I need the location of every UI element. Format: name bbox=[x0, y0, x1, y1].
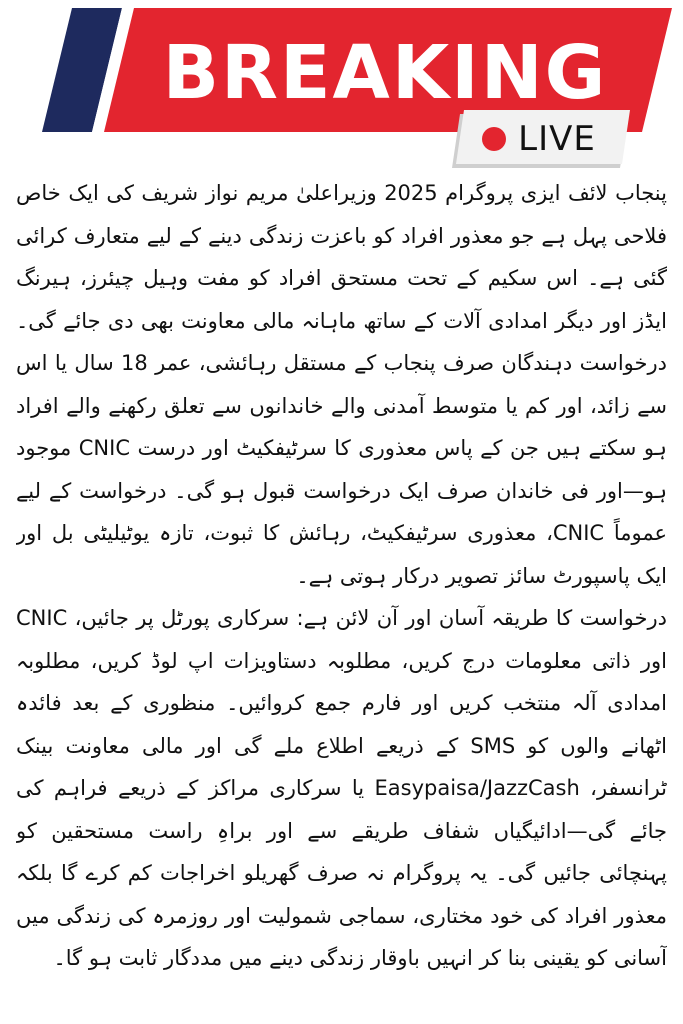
article-paragraph-1: پنجاب لائف ایزی پروگرام 2025 وزیراعلیٰ مریم نواز شریف کی ایک خاص فلاحی پہل ہے جو معذور افراد کو باعزت زندگی دینے کے لیے متعارف کرائی گئی ہے۔ اس سکیم کے تحت مستحق افراد کو مفت وہیل چیئرز، ہیرنگ ایڈز اور دیگر امدادی آلات کے ساتھ ماہانہ مالی معاونت بھی دی جائے گی۔ درخواست دہندگان صرف پنجاب کے مستقل رہائشی، عمر 18 سال یا اس سے زائد، اور کم یا متوسط آمدنی والے خاندانوں سے تعلق رکھنے والے افراد ہو سکتے ہیں جن کے پاس معذوری کا سرٹیفکیٹ اور درست CNIC موجود ہو—اور فی خاندان صرف ایک درخواست قبول ہو گی۔ درخواست کے لیے عموماً CNIC، معذوری سرٹیفکیٹ، رہائش کا ثبوت، تازہ یوٹیلیٹی بل اور ایک پاسپورٹ سائز تصویر درکار ہوتی ہے۔ bbox=[16, 181, 667, 588]
live-label: LIVE bbox=[518, 119, 596, 159]
live-indicator bbox=[458, 110, 620, 168]
breaking-headline: BREAKING bbox=[162, 30, 608, 116]
live-dot-icon bbox=[482, 127, 506, 151]
breaking-banner bbox=[0, 0, 683, 170]
article-paragraph-2: درخواست کا طریقہ آسان اور آن لائن ہے: سرکاری پورٹل پر جائیں، CNIC اور ذاتی معلومات درج کریں، مطلوبہ دستاویزات اپ لوڈ کریں، مطلوبہ امدادی آلہ منتخب کریں اور فارم جمع کروائیں۔ منظوری کے بعد فائدہ اٹھانے والوں کو SMS کے ذریعے اطلاع ملے گی اور مالی معاونت بینک ٹرانسفر، Easypaisa/JazzCash یا سرکاری مراکز کے ذریعے فراہم کی جائے گی—ادائیگیاں شفاف طریقے سے اور براہِ راست مستحقین کو پہنچائی جائیں گی۔ یہ پروگرام نہ صرف گھریلو اخراجات کم کرے گا بلکہ معذور افراد کی خود مختاری، سماجی شمولیت اور روزمرہ کی زندگی میں آسانی کو یقینی بنا کر انہیں باوقار زندگی دینے میں مددگار ثابت ہو گا۔ bbox=[16, 606, 667, 970]
article-body bbox=[16, 172, 667, 1018]
